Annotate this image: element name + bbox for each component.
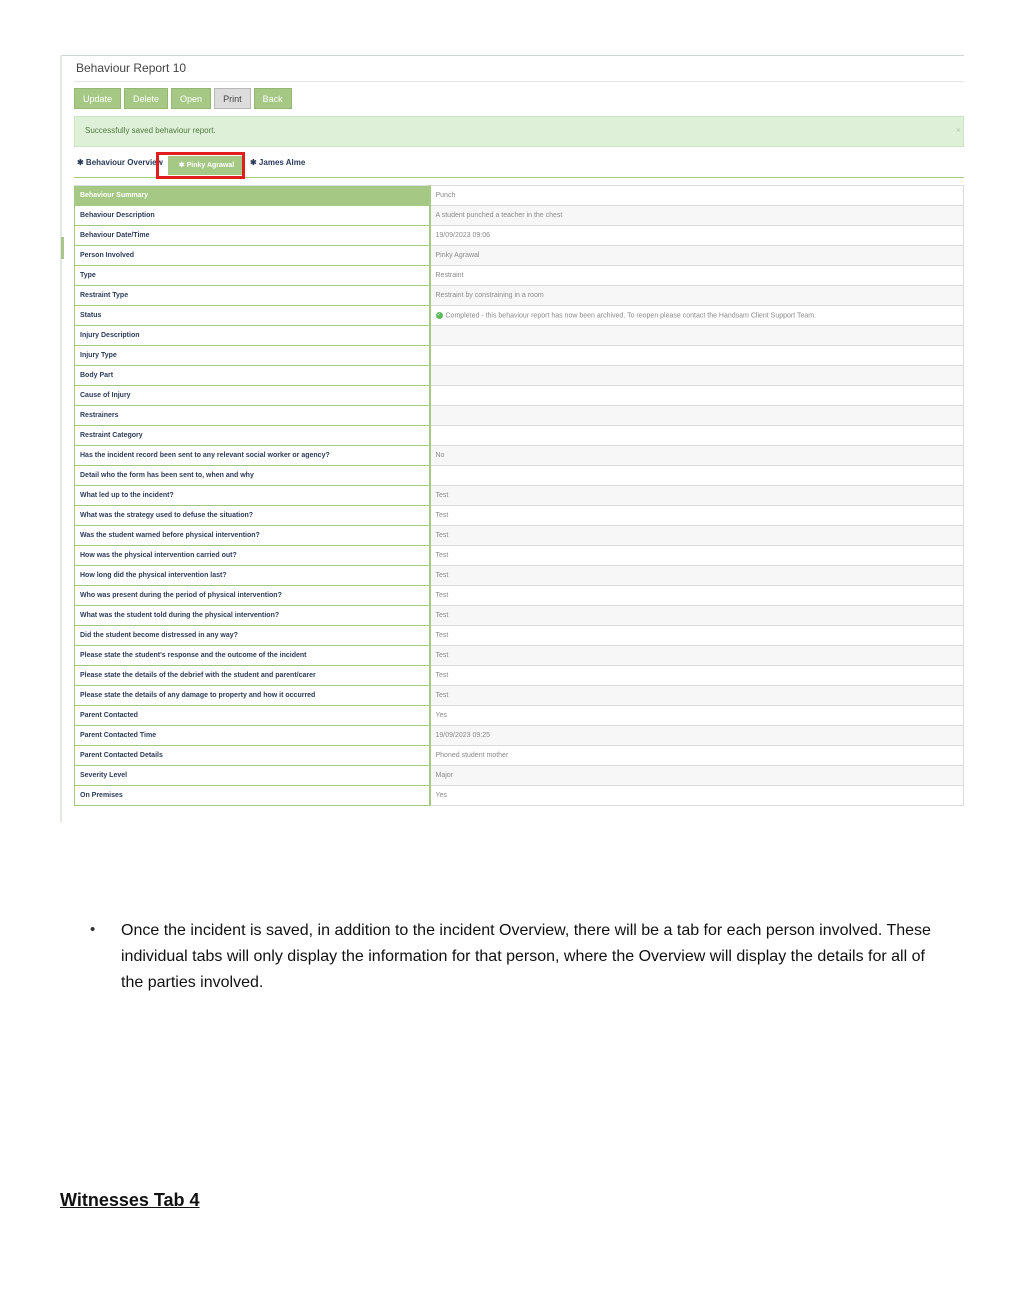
- success-alert: [74, 116, 964, 147]
- row-value: Test: [430, 486, 964, 506]
- report-details-table: [74, 185, 964, 806]
- row-label: Cause of Injury: [75, 386, 430, 406]
- row-value: Test: [430, 566, 964, 586]
- row-value: [430, 346, 964, 366]
- row-value: Test: [430, 606, 964, 626]
- row-label: Status: [75, 306, 430, 326]
- row-label: Parent Contacted Time: [75, 726, 430, 746]
- row-value: Restraint: [430, 266, 964, 286]
- row-value: Phoned student mother: [430, 746, 964, 766]
- row-value: [430, 366, 964, 386]
- table-row: [75, 666, 964, 686]
- row-label: Restraint Type: [75, 286, 430, 306]
- print-button[interactable]: Print: [214, 88, 251, 109]
- table-row: [75, 266, 964, 286]
- row-value: Yes: [430, 706, 964, 726]
- row-label: Behaviour Description: [75, 206, 430, 226]
- row-label: What was the student told during the physical intervention?: [75, 606, 430, 626]
- table-row: [75, 726, 964, 746]
- table-row: [75, 606, 964, 626]
- table-row: [75, 626, 964, 646]
- close-icon[interactable]: ×: [955, 125, 961, 135]
- table-row: [75, 766, 964, 786]
- row-label: Please state the details of any damage to property and how it occurred: [75, 686, 430, 706]
- row-value: Major: [430, 766, 964, 786]
- table-row: [75, 366, 964, 386]
- row-label: Body Part: [75, 366, 430, 386]
- title-divider: [74, 81, 964, 82]
- row-value: [430, 406, 964, 426]
- table-row: [75, 566, 964, 586]
- row-value: Test: [430, 666, 964, 686]
- top-divider: [60, 55, 964, 56]
- row-value: [430, 426, 964, 446]
- row-value: Punch: [430, 186, 964, 206]
- row-value: 19/09/2023 09:25: [430, 726, 964, 746]
- row-label: What was the strategy used to defuse the situation?: [75, 506, 430, 526]
- back-button[interactable]: Back: [254, 88, 292, 109]
- row-value: [430, 326, 964, 346]
- alert-message: Successfully saved behaviour report.: [85, 126, 216, 135]
- row-label: Who was present during the period of physical intervention?: [75, 586, 430, 606]
- table-row: [75, 426, 964, 446]
- toolbar: [74, 88, 292, 109]
- table-row: [75, 246, 964, 266]
- row-value: [430, 466, 964, 486]
- bullet-marker: •: [90, 921, 96, 938]
- table-row: [75, 186, 964, 206]
- row-label: Injury Type: [75, 346, 430, 366]
- table-row: [75, 206, 964, 226]
- left-rail-marker: [61, 237, 64, 259]
- row-label: Behaviour Date/Time: [75, 226, 430, 246]
- behaviour-report-screenshot: [60, 55, 964, 822]
- table-row: [75, 306, 964, 326]
- row-value: Test: [430, 626, 964, 646]
- row-value: [430, 386, 964, 406]
- row-label: What led up to the incident?: [75, 486, 430, 506]
- row-value: Test: [430, 526, 964, 546]
- row-value: A student punched a teacher in the chest: [430, 206, 964, 226]
- row-value: Test: [430, 686, 964, 706]
- table-row: [75, 746, 964, 766]
- row-value: Test: [430, 506, 964, 526]
- row-label: Was the student warned before physical intervention?: [75, 526, 430, 546]
- table-row: [75, 326, 964, 346]
- row-value: Pinky Agrawal: [430, 246, 964, 266]
- row-label: Injury Description: [75, 326, 430, 346]
- table-row: [75, 286, 964, 306]
- table-row: [75, 586, 964, 606]
- row-value: [430, 306, 964, 326]
- row-value: Yes: [430, 786, 964, 806]
- row-value: Test: [430, 646, 964, 666]
- table-row: [75, 406, 964, 426]
- row-value: Restraint by constraining in a room: [430, 286, 964, 306]
- row-label: Did the student become distressed in any way?: [75, 626, 430, 646]
- table-row: [75, 646, 964, 666]
- delete-button[interactable]: Delete: [124, 88, 168, 109]
- table-row: [75, 706, 964, 726]
- row-label: Restraint Category: [75, 426, 430, 446]
- row-value: No: [430, 446, 964, 466]
- row-value: Test: [430, 586, 964, 606]
- page-title: Behaviour Report 10: [76, 61, 187, 75]
- table-row: [75, 686, 964, 706]
- table-row: [75, 546, 964, 566]
- row-label: Severity Level: [75, 766, 430, 786]
- row-label: Type: [75, 266, 430, 286]
- table-row: [75, 526, 964, 546]
- left-rail: [60, 55, 62, 822]
- row-label: How long did the physical intervention last?: [75, 566, 430, 586]
- highlight-box: [156, 152, 245, 179]
- row-label: Detail who the form has been sent to, when and why: [75, 466, 430, 486]
- row-label: Person Involved: [75, 246, 430, 266]
- update-button[interactable]: Update: [74, 88, 121, 109]
- check-circle-icon: ✓: [436, 311, 442, 318]
- row-label: Has the incident record been sent to any relevant social worker or agency?: [75, 446, 430, 466]
- row-label: Please state the details of the debrief with the student and parent/carer: [75, 666, 430, 686]
- tab-pinky-agrawal[interactable]: ✱ Pinky Agrawal: [168, 156, 245, 175]
- row-label: Behaviour Summary: [75, 186, 430, 206]
- row-label: On Premises: [75, 786, 430, 806]
- tab-behaviour-overview[interactable]: ✱ Behaviour Overview: [77, 158, 163, 167]
- row-label: Restrainers: [75, 406, 430, 426]
- table-row: [75, 346, 964, 366]
- open-button[interactable]: Open: [171, 88, 211, 109]
- row-value: 19/09/2023 09:06: [430, 226, 964, 246]
- row-label: Parent Contacted: [75, 706, 430, 726]
- table-row: [75, 386, 964, 406]
- table-row: [75, 446, 964, 466]
- status-text: Completed - this behaviour report has now been archived. To reopen please contact the Handsam Client Support Team.: [445, 312, 817, 320]
- table-row: [75, 226, 964, 246]
- table-row: [75, 506, 964, 526]
- bullet-paragraph: Once the incident is saved, in addition to the incident Overview, there will be a tab for each person involved. These individual tabs will only display the information for that person, where the Overview will display the details for all of the parties involved.: [121, 922, 931, 991]
- tab-james-alme[interactable]: ✱ James Alme: [250, 158, 306, 167]
- table-row: [75, 786, 964, 806]
- row-label: How was the physical intervention carried out?: [75, 546, 430, 566]
- section-heading: Witnesses Tab 4: [60, 1190, 200, 1210]
- row-value: Test: [430, 546, 964, 566]
- table-row: [75, 486, 964, 506]
- row-label: Please state the student's response and the outcome of the incident: [75, 646, 430, 666]
- row-label: Parent Contacted Details: [75, 746, 430, 766]
- table-row: [75, 466, 964, 486]
